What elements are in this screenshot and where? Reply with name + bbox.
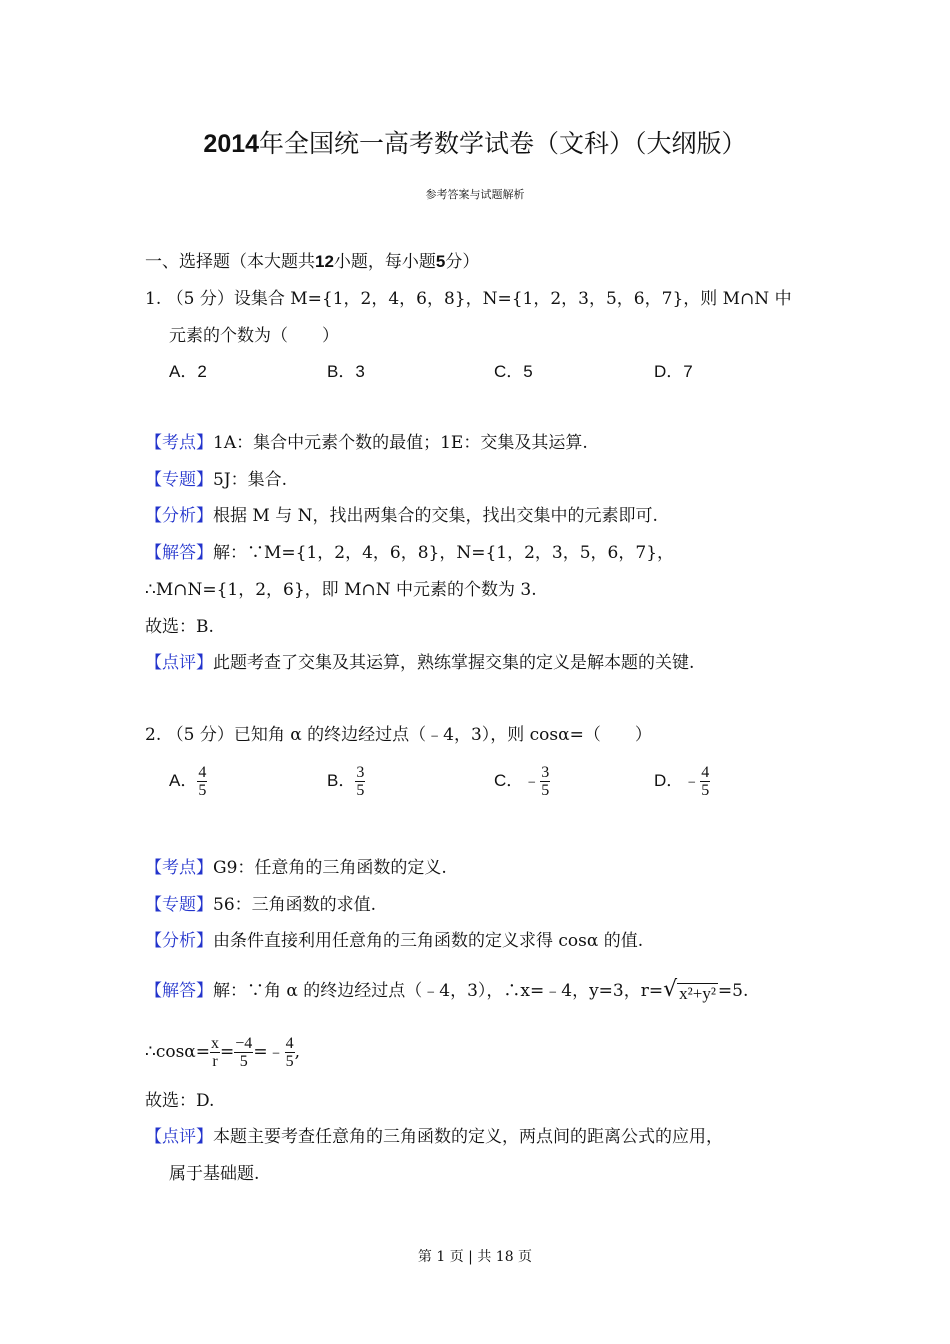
q2-option-a: A． $\frac{4}{5}$ bbox=[169, 764, 207, 799]
q1-option-a: A．2 bbox=[169, 362, 207, 381]
q1-zhuanti: 【专题】5J：集合. bbox=[145, 470, 288, 490]
q1-fenxi: 【分析】根据 M 与 N，找出两集合的交集，找出交集中的元素即可. bbox=[145, 506, 658, 526]
q2-answer: 故选：D. bbox=[145, 1091, 215, 1111]
q2-option-b: B． $\frac{3}{5}$ bbox=[327, 764, 365, 799]
q2-option-d: D．﹣ $\frac{4}{5}$ bbox=[654, 764, 710, 799]
q2-fenxi: 【分析】由条件直接利用任意角的三角函数的定义求得 cosα 的值. bbox=[145, 931, 644, 951]
q1-option-b: B．3 bbox=[327, 362, 365, 381]
q2-cos-formula: ∴cosα= $\frac{x}{r}$ = $\frac{-4}{5}$ =﹣ $\frac{4}{5}$ , bbox=[145, 1035, 300, 1070]
q1-dianping: 【点评】此题考查了交集及其运算，熟练掌握交集的定义是解本题的关键. bbox=[145, 653, 695, 673]
q2-stem: 2. （5 分）已知角 α 的终边经过点（﹣4，3），则 cosα=（ ） bbox=[145, 725, 652, 745]
q1-kaodian: 【考点】1A：集合中元素个数的最值；1E：交集及其运算. bbox=[145, 433, 588, 453]
q1-stem: 1. （5 分）设集合 M={1，2，4，6，8}，N={1，2，3，5，6，7}，则 M∩N 中 bbox=[145, 289, 792, 309]
q1-option-d: D．7 bbox=[654, 362, 693, 381]
q2-option-c: C．﹣ $\frac{3}{5}$ bbox=[494, 764, 550, 799]
q1-option-c: C．5 bbox=[494, 362, 533, 381]
q2-dianping-cont: 属于基础题. bbox=[169, 1164, 260, 1184]
q2-options bbox=[0, 764, 950, 806]
q1-answer: 故选：B. bbox=[145, 617, 214, 637]
q1-stem-cont: 元素的个数为（ ） bbox=[169, 326, 339, 346]
q1-jieda: 【解答】解：∵M={1，2，4，6，8}，N={1，2，3，5，6，7}， bbox=[145, 543, 675, 563]
subtitle: 参考答案与试题解析 bbox=[425, 188, 525, 201]
q2-dianping: 【点评】本题主要考查任意角的三角函数的定义，两点间的距离公式的应用， bbox=[145, 1127, 723, 1147]
sqrt-expression: x²+y² bbox=[679, 984, 716, 1003]
page-footer: 第 1 页 | 共 18 页 bbox=[417, 1249, 533, 1265]
q2-jieda: 【解答】解：∵角 α 的终边经过点（﹣4，3），∴x=﹣4，y=3，r=√ x²+y² =5. bbox=[145, 977, 749, 1003]
section-heading: 一、选择题（本大题共12小题，每小题5分） bbox=[145, 252, 480, 272]
q2-kaodian: 【考点】G9：任意角的三角函数的定义. bbox=[145, 858, 447, 878]
q2-zhuanti: 【专题】56：三角函数的求值. bbox=[145, 895, 377, 915]
q1-solution-line: ∴M∩N={1，2，6}，即 M∩N 中元素的个数为 3. bbox=[145, 580, 537, 600]
page-title: 2014年全国统一高考数学试卷（文科）（大纲版） bbox=[203, 129, 747, 158]
